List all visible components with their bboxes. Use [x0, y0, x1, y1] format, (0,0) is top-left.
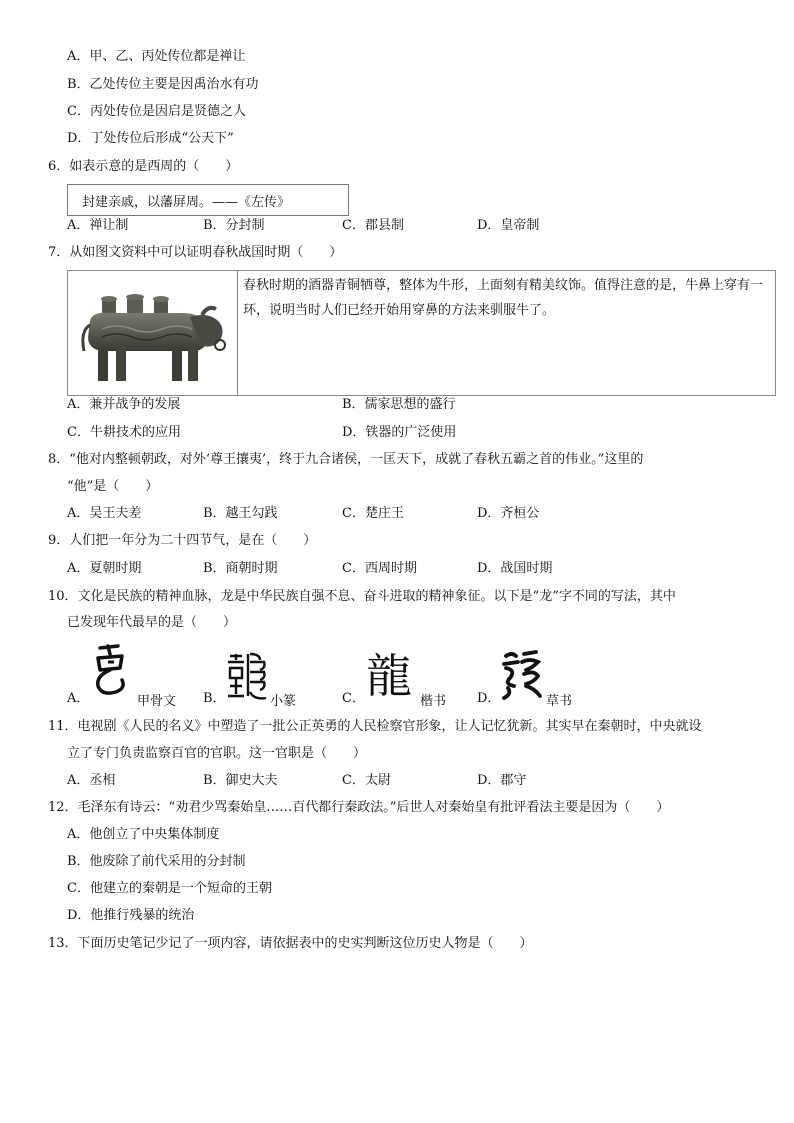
q10-stem-line1: 10．文化是民族的精神血脉，龙是中华民族自强不息、奋斗进取的精神象征。以下是“龙”字不同的写法，其中	[48, 589, 676, 604]
q6-option-a: A．禅让制	[67, 218, 129, 233]
q6-option-d: D．皇帝制	[477, 218, 540, 233]
q9-option-d: D．战国时期	[477, 561, 553, 576]
q10-option-d-letter: D．	[477, 691, 501, 706]
q9-option-c: C．西周时期	[342, 561, 417, 576]
q11-option-a: A．丞相	[67, 773, 116, 788]
q8-stem-line2: “他”是（ ）	[67, 479, 159, 494]
cursive-dragon-glyph	[498, 648, 544, 702]
q9-stem: 9．人们把一年分为二十四节气，是在（ ）	[48, 533, 317, 548]
q10-option-b-label: 小篆	[270, 694, 297, 709]
q8-option-b: B．越王勾践	[203, 506, 278, 521]
q11-option-d: D．郡守	[477, 773, 527, 788]
q11-stem-line1: 11．电视剧《人民的名义》中塑造了一批公正英勇的人民检察官形象，让人记忆犹新。其实早在秦朝时，中央就设	[48, 719, 702, 734]
q7-option-b: B．儒家思想的盛行	[342, 397, 456, 412]
q7-figure-table	[67, 270, 776, 396]
q6-option-c: C．郡县制	[342, 218, 404, 233]
q8-option-a: A．吴王夫差	[67, 506, 142, 521]
q7-stem: 7．从如图文资料中可以证明春秋战国时期（ ）	[48, 245, 343, 260]
q10-option-a-label: 甲骨文	[137, 694, 177, 709]
q8-option-d: D．齐桓公	[477, 506, 540, 521]
q10-option-c-letter: C．	[342, 691, 365, 706]
q5-option-a: A．甲、乙、丙处传位都是禅让	[67, 49, 246, 64]
regular-script-dragon-glyph: 龍	[366, 649, 412, 703]
q7-option-a: A．兼并战争的发展	[67, 397, 181, 412]
q7-option-c: C．牛耕技术的应用	[67, 425, 181, 440]
q9-option-a: A．夏朝时期	[67, 561, 142, 576]
oracle-bone-dragon-glyph	[88, 640, 132, 700]
q6-stem: 6．如表示意的是西周的（ ）	[48, 159, 239, 174]
q10-option-b-letter: B．	[203, 691, 226, 706]
q13-stem: 13．下面历史笔记少记了一项内容，请依据表中的史实判断这位历史人物是（ ）	[48, 936, 533, 951]
q9-option-b: B．商朝时期	[203, 561, 278, 576]
q6-option-b: B．分封制	[203, 218, 265, 233]
q12-option-c: C．他建立的秦朝是一个短命的王朝	[67, 881, 272, 896]
q10-option-c-label: 楷书	[420, 694, 447, 709]
q10-option-a-letter: A．	[67, 691, 90, 706]
q5-option-d: D．丁处传位后形成“公天下”	[67, 131, 234, 146]
q12-option-b: B．他废除了前代采用的分封制	[67, 854, 246, 869]
q6-quote-box	[67, 184, 349, 216]
q10-stem-line2: 已发现年代最早的是（ ）	[67, 615, 237, 630]
q12-option-d: D．他推行残暴的统治	[67, 908, 195, 923]
q10-option-d-label: 草书	[546, 694, 573, 709]
small-seal-dragon-glyph	[224, 650, 270, 704]
q7-description: 春秋时期的酒器青铜牺尊，整体为牛形，上面刻有精美纹饰。值得注意的是，牛鼻上穿有一环，说明当时人们已经开始用穿鼻的方法来驯服牛了。	[243, 278, 764, 318]
q6-quote: 封建亲戚，以藩屏周。——《左传》	[82, 195, 291, 210]
q11-stem-line2: 立了专门负责监察百官的官职。这一官职是（ ）	[67, 746, 367, 761]
q7-table-divider	[237, 271, 238, 395]
q8-stem-line1: 8．“他对内整顿朝政，对外‘尊王攘夷’，终于九合诸侯，一匡天下，成就了春秋五霸之首的伟业。”这里的	[48, 452, 644, 467]
q7-option-d: D．铁器的广泛使用	[342, 425, 457, 440]
q8-option-c: C．楚庄王	[342, 506, 404, 521]
q11-option-c: C．太尉	[342, 773, 391, 788]
q5-option-b: B．乙处传位主要是因禹治水有功	[67, 77, 259, 92]
q11-option-b: B．御史大夫	[203, 773, 278, 788]
q5-option-c: C．丙处传位是因启是贤德之人	[67, 104, 246, 119]
q12-stem: 12．毛泽东有诗云：“劝君少骂秦始皇……百代都行秦政法。”后世人对秦始皇有批评看法主要是因为（ ）	[48, 800, 670, 815]
bronze-ox-zun-image	[72, 281, 232, 391]
q12-option-a: A．他创立了中央集体制度	[67, 827, 220, 842]
